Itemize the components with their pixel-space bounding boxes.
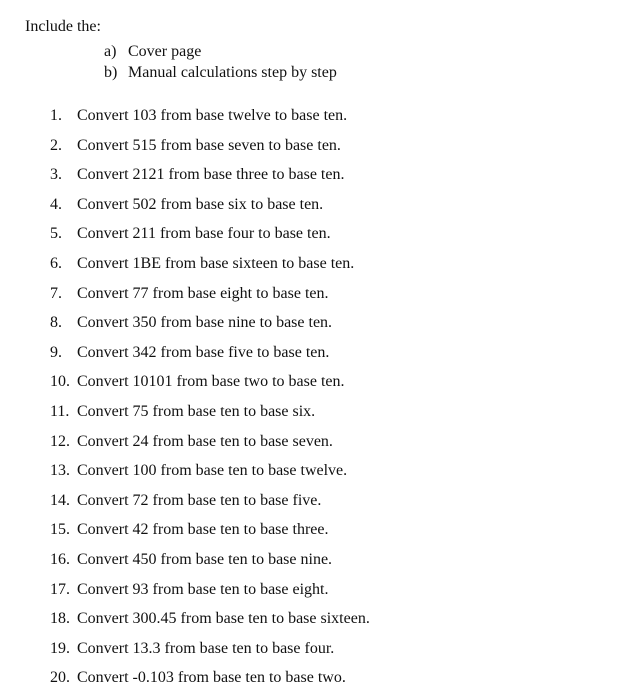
task-text: Convert 93 from base ten to base eight.: [77, 580, 329, 598]
include-item-cover-page: [104, 41, 337, 62]
task-number: 12.: [50, 432, 70, 450]
task-text: Convert 515 from base seven to base ten.: [77, 136, 341, 154]
task-text: Convert 103 from base twelve to base ten.: [77, 107, 348, 124]
task-number: 15.: [50, 521, 70, 539]
task-number: 9.: [50, 343, 62, 361]
task-text: Convert 450 from base ten to base nine.: [77, 550, 333, 568]
include-marker: b): [104, 64, 118, 81]
include-text: Manual calculations step by step: [128, 64, 337, 81]
task-text: Convert 211 from base four to base ten.: [77, 225, 331, 243]
task-text: Convert 24 from base ten to base seven.: [77, 432, 333, 450]
task-text: Convert 72 from base ten to base five.: [77, 491, 322, 509]
task-number: 7.: [50, 284, 62, 302]
task-number: 3.: [50, 166, 62, 184]
task-text: Convert 100 from base ten to base twelve.: [77, 462, 348, 480]
task-text: Convert 350 from base nine to base ten.: [77, 314, 333, 332]
task-text: Convert 75 from base ten to base six.: [77, 402, 316, 420]
include-list: [104, 41, 337, 83]
task-number: 5.: [50, 225, 62, 243]
include-item-manual-calculations: [104, 62, 337, 83]
task-text: Convert 1BE from base sixteen to base ten.: [77, 254, 355, 272]
task-number: 8.: [50, 314, 62, 332]
task-number: 11.: [50, 402, 70, 420]
task-text: Convert 42 from base ten to base three.: [77, 521, 329, 539]
include-text: Cover page: [128, 43, 202, 60]
intro-heading: Include the:: [25, 18, 101, 35]
task-number: 17.: [50, 580, 70, 598]
task-number: 16.: [50, 550, 70, 568]
task-number: 4.: [50, 195, 62, 213]
task-number: 6.: [50, 254, 62, 272]
task-text: Convert 342 from base five to base ten.: [77, 343, 330, 361]
task-number: 13.: [50, 462, 70, 480]
task-text: Convert -0.103 from base ten to base two.: [77, 669, 346, 687]
task-text: Convert 502 from base six to base ten.: [77, 195, 324, 213]
task-number: 18.: [50, 610, 70, 628]
task-number: 14.: [50, 491, 70, 509]
task-number: 19.: [50, 639, 70, 657]
task-number: 1.: [50, 107, 62, 124]
task-text: Convert 2121 from base three to base ten.: [77, 166, 345, 184]
task-text: Convert 13.3 from base ten to base four.: [77, 639, 335, 657]
task-number: 10.: [50, 373, 70, 391]
task-text: Convert 77 from base eight to base ten.: [77, 284, 329, 302]
task-text: Convert 300.45 from base ten to base sixteen.: [77, 610, 370, 628]
task-number: 20.: [50, 669, 70, 687]
include-marker: a): [104, 43, 117, 60]
task-text: Convert 10101 from base two to base ten.: [77, 373, 345, 391]
task-number: 2.: [50, 136, 62, 154]
